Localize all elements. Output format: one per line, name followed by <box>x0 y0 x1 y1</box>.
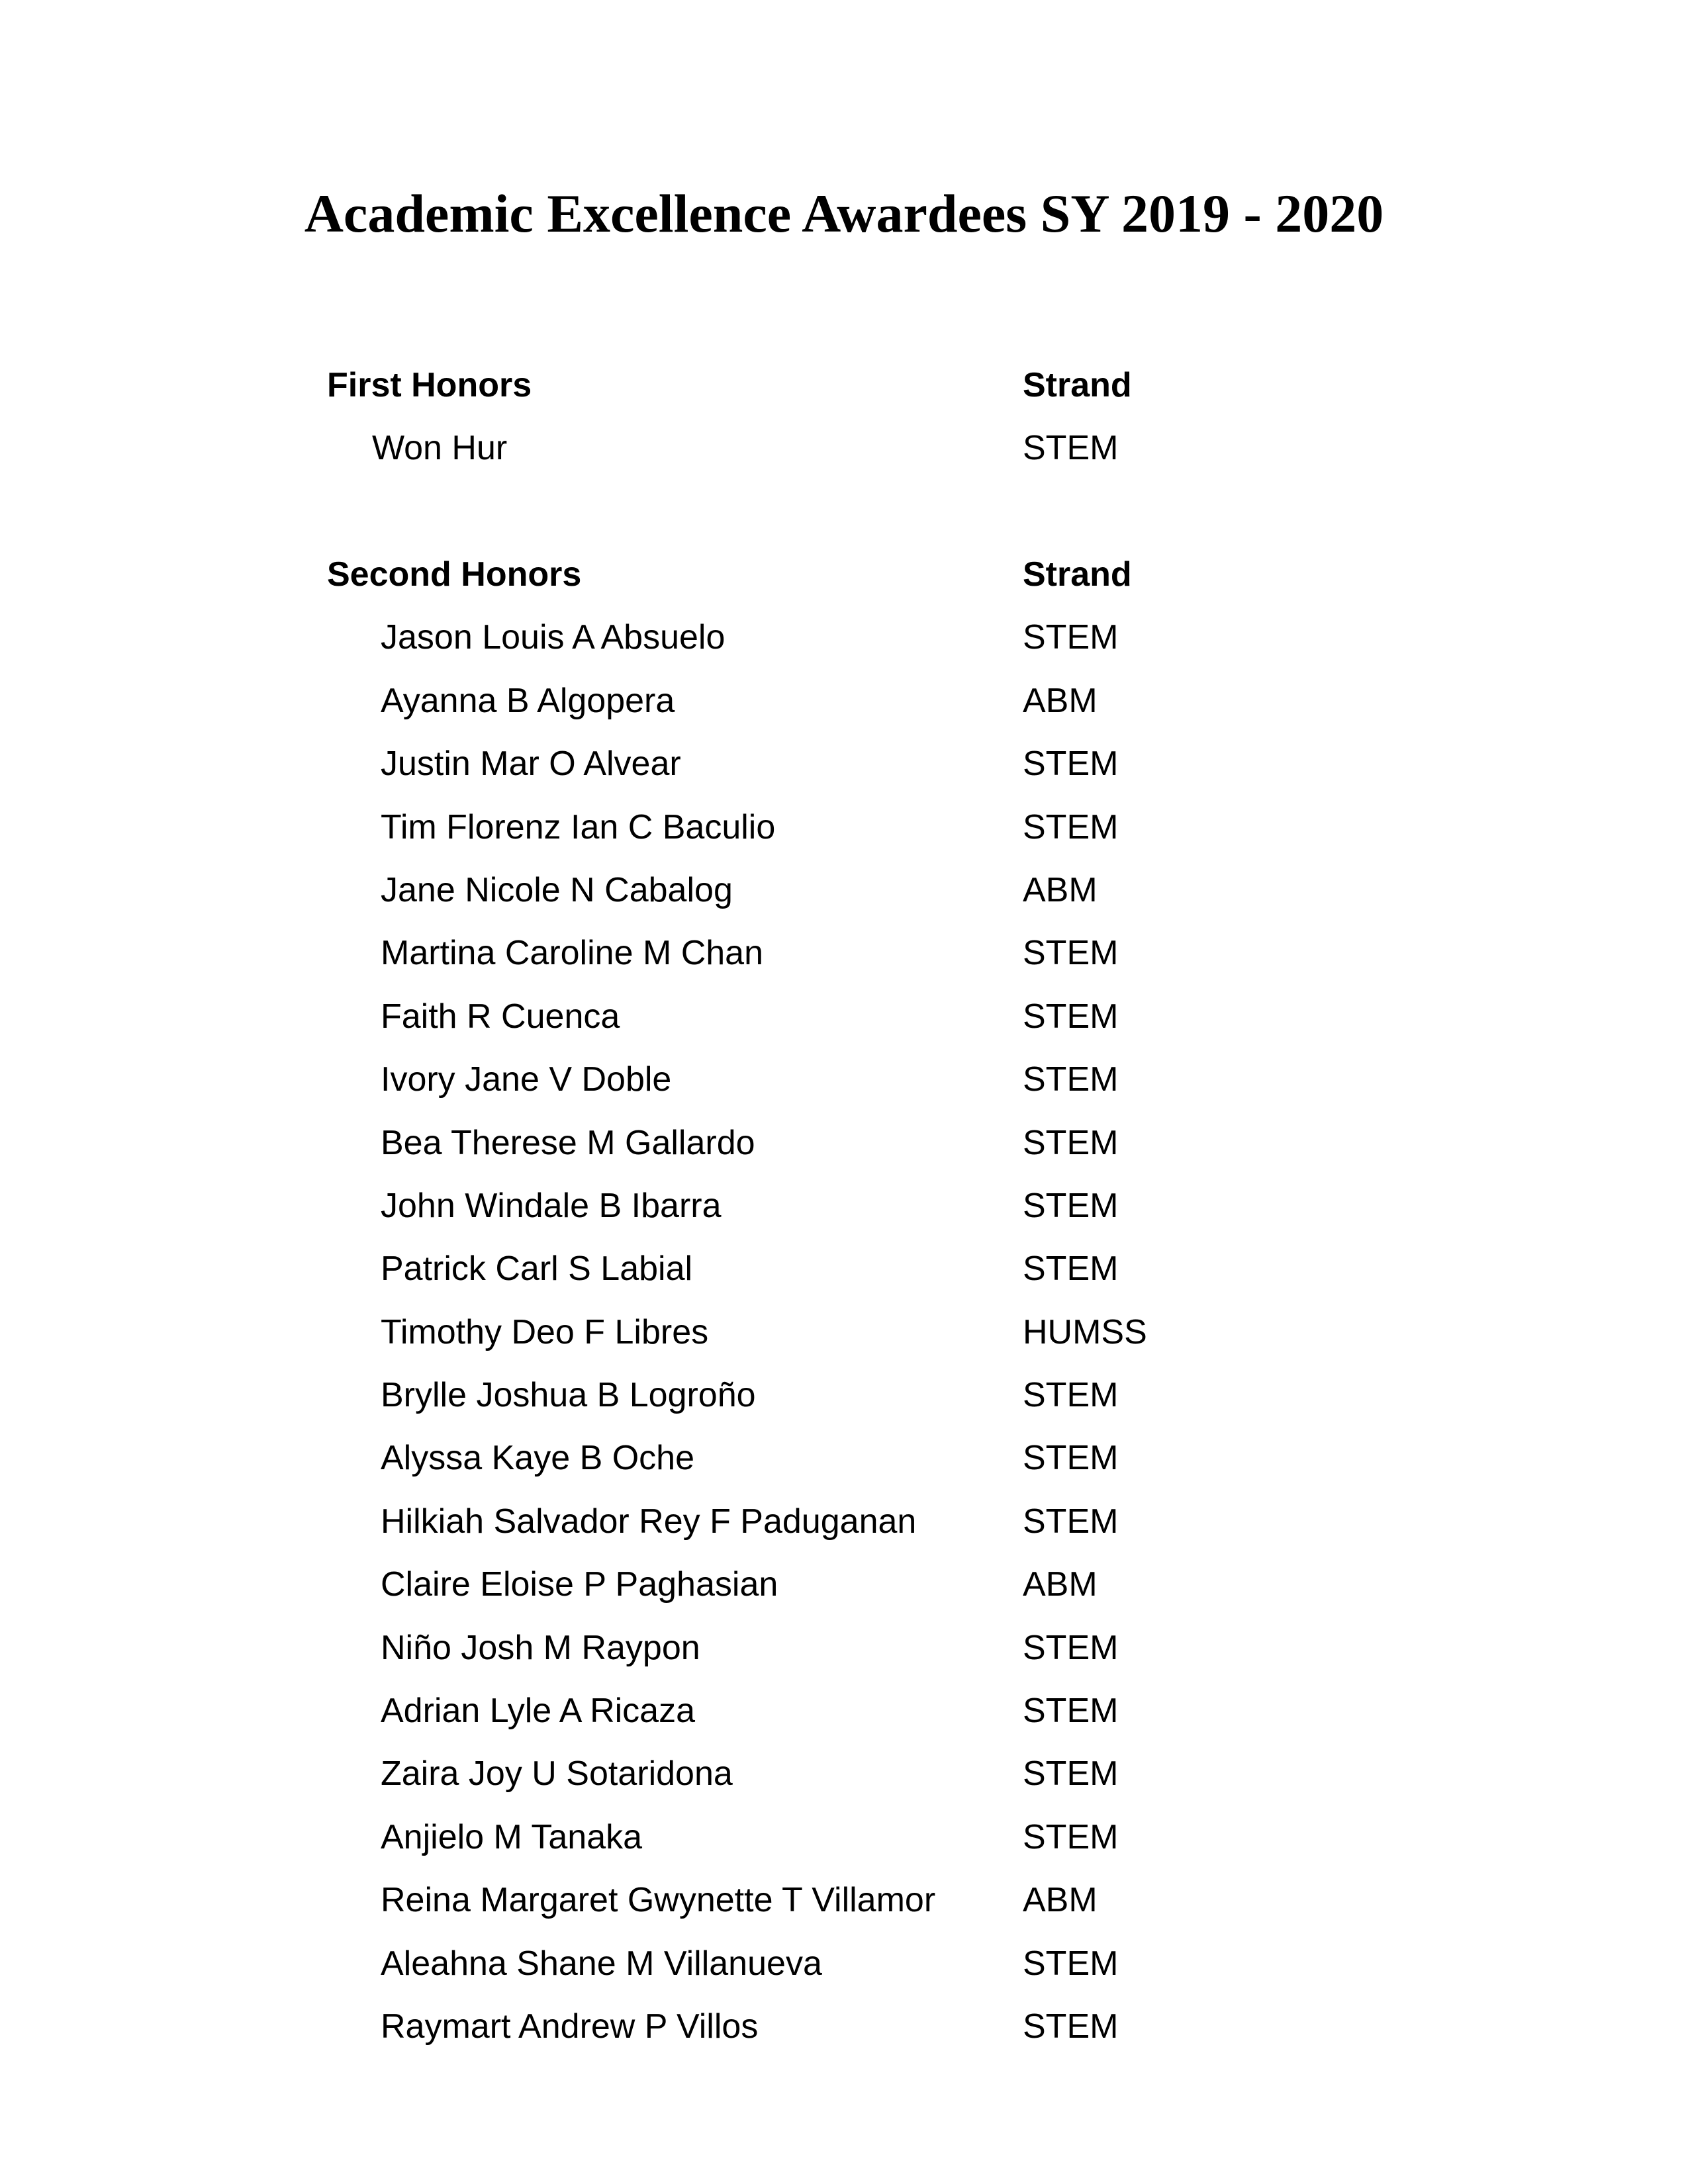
awardee-strand: STEM <box>1023 1123 1119 1162</box>
awardee-strand: STEM <box>1023 1186 1119 1225</box>
awardee-name: Faith R Cuenca <box>381 997 620 1036</box>
awardee-strand: STEM <box>1023 2007 1119 2046</box>
awardee-row <box>0 1553 1688 1616</box>
awardee-row <box>0 1680 1688 1743</box>
awardee-row <box>0 670 1688 733</box>
second-honors-header <box>0 543 1688 606</box>
awardee-name: Niño Josh M Raypon <box>381 1628 700 1667</box>
awardee-name: Ayanna B Algopera <box>381 681 675 720</box>
awardee-strand: STEM <box>1023 429 1119 468</box>
awardee-strand: STEM <box>1023 807 1119 846</box>
awardee-row <box>0 1112 1688 1175</box>
awardee-name: Raymart Andrew P Villos <box>381 2007 759 2046</box>
awardee-name: Martina Caroline M Chan <box>381 934 764 973</box>
awardee-row <box>0 1238 1688 1300</box>
awardee-name: Alyssa Kaye B Oche <box>381 1439 694 1478</box>
awardee-name: Anjielo M Tanaka <box>381 1817 643 1856</box>
awardee-strand: STEM <box>1023 1628 1119 1667</box>
awardee-strand: ABM <box>1023 1565 1098 1604</box>
awardee-strand: ABM <box>1023 870 1098 909</box>
awardee-row <box>0 1743 1688 1805</box>
awardee-strand: STEM <box>1023 1060 1119 1099</box>
awardee-name: Claire Eloise P Paghasian <box>381 1565 778 1604</box>
awardee-name: Patrick Carl S Labial <box>381 1250 693 1289</box>
awardee-name: Jane Nicole N Cabalog <box>381 870 733 909</box>
awardee-row <box>0 985 1688 1048</box>
awardee-row <box>0 417 1688 480</box>
page-title: Academic Excellence Awardees SY 2019 - 2020 <box>304 183 1384 244</box>
awardee-name: Hilkiah Salvador Rey F Paduganan <box>381 1502 917 1541</box>
awardee-name: Jason Louis A Absuelo <box>381 618 726 657</box>
awardee-row <box>0 1427 1688 1490</box>
awardee-strand: STEM <box>1023 618 1119 657</box>
strand-column-heading: Strand <box>1023 366 1132 404</box>
awardee-row <box>0 1301 1688 1364</box>
awardee-name: John Windale B Ibarra <box>381 1186 722 1225</box>
awardee-strand: STEM <box>1023 1376 1119 1415</box>
awardee-row <box>0 1869 1688 1932</box>
awardee-name: Bea Therese M Gallardo <box>381 1123 755 1162</box>
first-honors-heading: First Honors <box>327 366 532 404</box>
awardee-name: Won Hur <box>372 429 508 468</box>
awardee-strand: STEM <box>1023 934 1119 973</box>
awardee-name: Justin Mar O Alvear <box>381 745 681 784</box>
awardee-row <box>0 1617 1688 1680</box>
awardee-row <box>0 922 1688 985</box>
awardee-strand: STEM <box>1023 1502 1119 1541</box>
awardee-strand: STEM <box>1023 997 1119 1036</box>
awardee-name: Timothy Deo F Libres <box>381 1312 709 1351</box>
second-honors-heading: Second Honors <box>327 555 582 594</box>
awardee-name: Adrian Lyle A Ricaza <box>381 1692 696 1731</box>
awardee-strand: STEM <box>1023 745 1119 784</box>
awardee-strand: STEM <box>1023 1754 1119 1794</box>
awardee-row <box>0 796 1688 859</box>
awardee-row <box>0 1995 1688 2058</box>
awardee-name: Reina Margaret Gwynette T Villamor <box>381 1881 936 1920</box>
awardee-row <box>0 1933 1688 1995</box>
awardee-row <box>0 1806 1688 1869</box>
awardee-strand: ABM <box>1023 1881 1098 1920</box>
strand-column-heading: Strand <box>1023 555 1132 594</box>
awardee-strand: STEM <box>1023 1817 1119 1856</box>
awardee-strand: STEM <box>1023 1944 1119 1983</box>
awardee-strand: STEM <box>1023 1692 1119 1731</box>
awardee-row <box>0 733 1688 796</box>
awardee-row <box>0 859 1688 922</box>
second-honors-section <box>0 543 1688 2058</box>
first-honors-header <box>0 354 1688 417</box>
awardee-row <box>0 1364 1688 1427</box>
awardee-name: Ivory Jane V Doble <box>381 1060 672 1099</box>
awardee-strand: ABM <box>1023 681 1098 720</box>
awardee-name: Aleahna Shane M Villanueva <box>381 1944 822 1983</box>
awardee-strand: STEM <box>1023 1439 1119 1478</box>
first-honors-section <box>0 354 1688 480</box>
awardee-name: Tim Florenz Ian C Baculio <box>381 807 776 846</box>
awardee-row <box>0 1175 1688 1238</box>
awardee-strand: HUMSS <box>1023 1312 1147 1351</box>
awardee-row <box>0 1048 1688 1111</box>
awardee-strand: STEM <box>1023 1250 1119 1289</box>
awardee-row <box>0 1490 1688 1553</box>
awardee-row <box>0 606 1688 669</box>
awardee-name: Brylle Joshua B Logroño <box>381 1376 756 1415</box>
awardee-name: Zaira Joy U Sotaridona <box>381 1754 733 1794</box>
